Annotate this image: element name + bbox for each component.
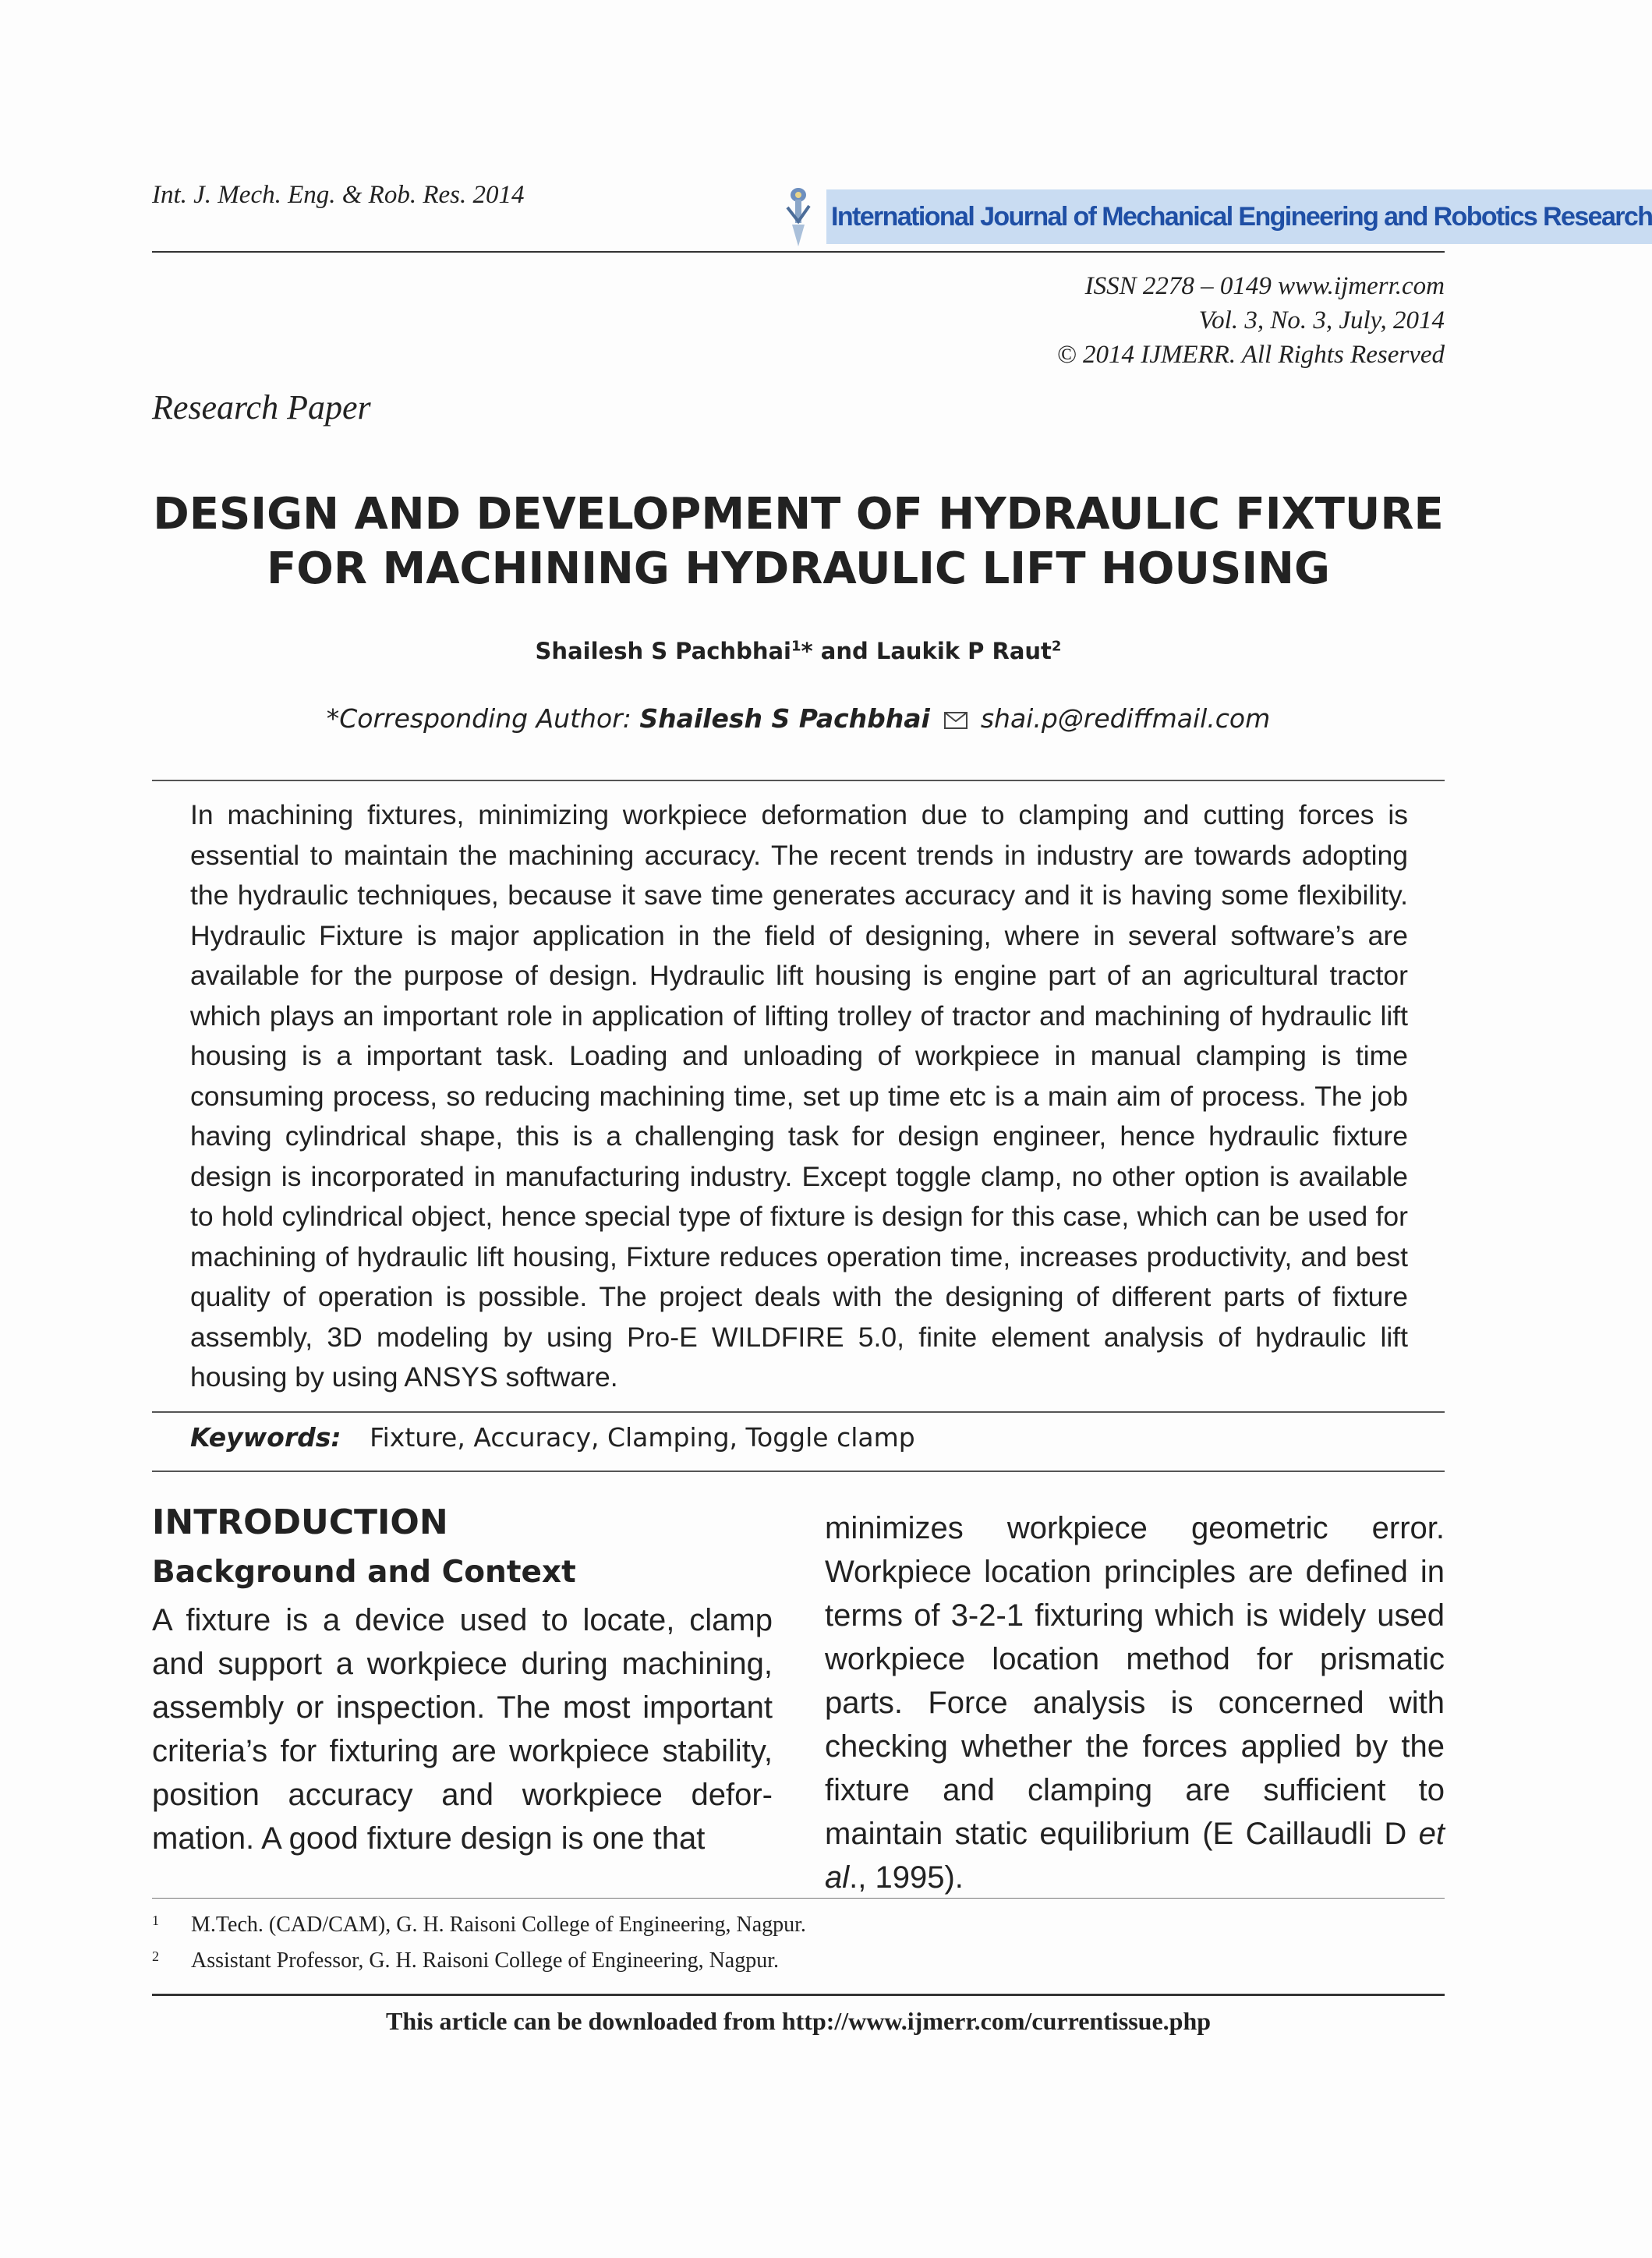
author-1-name: Shailesh S Pachbhai xyxy=(535,638,791,664)
journal-banner-title: International Journal of Mechanical Engineering and Robotics Research xyxy=(826,189,1652,244)
envelope-icon xyxy=(944,712,967,729)
introduction-left-text: A fixture is a device used to locate, clamp and support a workpiece during machining, assembly or inspection. The most important criteria’s for fixturing are workpiece stability, position accuracy and workpiece defor-mation. A good fixture design is one that xyxy=(152,1603,773,1856)
volume-line: Vol. 3, No. 3, July, 2014 xyxy=(1198,306,1445,334)
journal-abbreviation: Int. J. Mech. Eng. & Rob. Res. 2014 xyxy=(152,181,525,209)
footnote-rule xyxy=(152,1898,1445,1899)
author-connector: and xyxy=(812,638,876,664)
keywords-bottom-rule xyxy=(152,1471,1445,1472)
background-subheading: Background and Context xyxy=(152,1555,576,1590)
issn-line: ISSN 2278 – 0149 www.ijmerr.com xyxy=(1084,272,1445,300)
journal-logo-icon xyxy=(780,184,820,250)
right-column xyxy=(825,1505,1445,1899)
left-column xyxy=(152,1497,773,1860)
paper-type-label: Research Paper xyxy=(152,388,371,426)
footer-rule xyxy=(152,1994,1445,1996)
footnotes xyxy=(152,1907,806,1979)
right-text-end: ., 1995). xyxy=(849,1860,964,1895)
corresponding-label: *Corresponding Author: xyxy=(326,703,631,734)
corresponding-star: * xyxy=(801,638,813,664)
abstract-top-rule xyxy=(152,780,1445,781)
footnote-1 xyxy=(152,1907,806,1943)
introduction-heading: INTRODUCTION xyxy=(152,1502,448,1542)
footnote-2-text: Assistant Professor, G. H. Raisoni College of Engineering, Nagpur. xyxy=(191,1948,780,1973)
copyright-line: © 2014 IJMERR. All Rights Reserved xyxy=(1056,341,1445,369)
download-notice: This article can be downloaded from http://www.ijmerr.com/currentissue.php xyxy=(385,2007,1212,2035)
header-rule xyxy=(152,251,1445,253)
keywords-label: Keywords: xyxy=(190,1422,341,1453)
footnote-1-text: M.Tech. (CAD/CAM), G. H. Raisoni College of Engineering, Nagpur. xyxy=(191,1913,806,1937)
footnote-2 xyxy=(152,1943,806,1979)
introduction-right-text xyxy=(825,1506,1445,1899)
right-text-main: minimizes workpiece geometric error. Workpiece location principles are defined in terms of 3-2-1 fixturing which is widely used workpiece location method for prismatic parts. Force analysis is concerned with checking whether the forces applied by the fixture and clamping are sufficient to maintain static equilibrium (E Caillaudli D xyxy=(825,1511,1445,1851)
author-2-affiliation-mark: 2 xyxy=(1051,638,1062,655)
author-1-affiliation-mark: 1 xyxy=(791,638,801,655)
corresponding-email[interactable]: shai.p@rediffmail.com xyxy=(980,703,1271,734)
footnote-1-mark: 1 xyxy=(152,1913,159,1928)
publication-info xyxy=(1057,269,1445,372)
paper-title xyxy=(152,487,1445,596)
right-text-italic: et al xyxy=(825,1817,1445,1895)
title-line-1: DESIGN AND DEVELOPMENT OF HYDRAULIC FIXTURE xyxy=(153,489,1444,540)
abstract-bottom-rule xyxy=(152,1411,1445,1413)
keywords xyxy=(190,1422,915,1453)
footnote-2-mark: 2 xyxy=(152,1948,159,1964)
keywords-value: Fixture, Accuracy, Clamping, Toggle clamp xyxy=(370,1422,915,1453)
journal-banner xyxy=(780,184,1652,250)
author-2-name: Laukik P Raut xyxy=(876,638,1052,664)
author-list xyxy=(152,638,1445,664)
title-line-2: FOR MACHINING HYDRAULIC LIFT HOUSING xyxy=(266,543,1330,594)
corresponding-author xyxy=(152,703,1445,734)
corresponding-name: Shailesh S Pachbhai xyxy=(639,703,930,734)
abstract-text: In machining fixtures, minimizing workpiece deformation due to clamping and cutting forces is essential to maintain the machining accuracy. The recent trends in industry are towards adopting the hydraulic techniques, because it save time generates accuracy and it is having some flexibility. Hydraulic Fixture is major application in the field of designing, where in several software’s are available for the purpose of design. Hydraulic lift housing is engine part of an agricultural tractor which plays an important role in application of lifting trolley of tractor and machining of hydraulic lift housing is a important task. Loading and unloading of workpiece in manual clamping is time consuming process, so reducing machining time, set up time etc is a main aim of process. The job having cylindrical shape, this is a challenging task for design engineer, hence hydraulic fixture design is incorporated in manufacturing industry. Except toggle clamp, no other option is available to hold cylindrical object, hence special type of fixture is design for this case, which can be used for machining of hydraulic lift housing, Fixture reduces operation time, increases productivity, and best quality of operation is possible. The project deals with the designing of different parts of fixture assembly, 3D modeling by using Pro-E WILDFIRE 5.0, finite element analysis of hydraulic lift housing by using ANSYS software. xyxy=(190,799,1408,1393)
